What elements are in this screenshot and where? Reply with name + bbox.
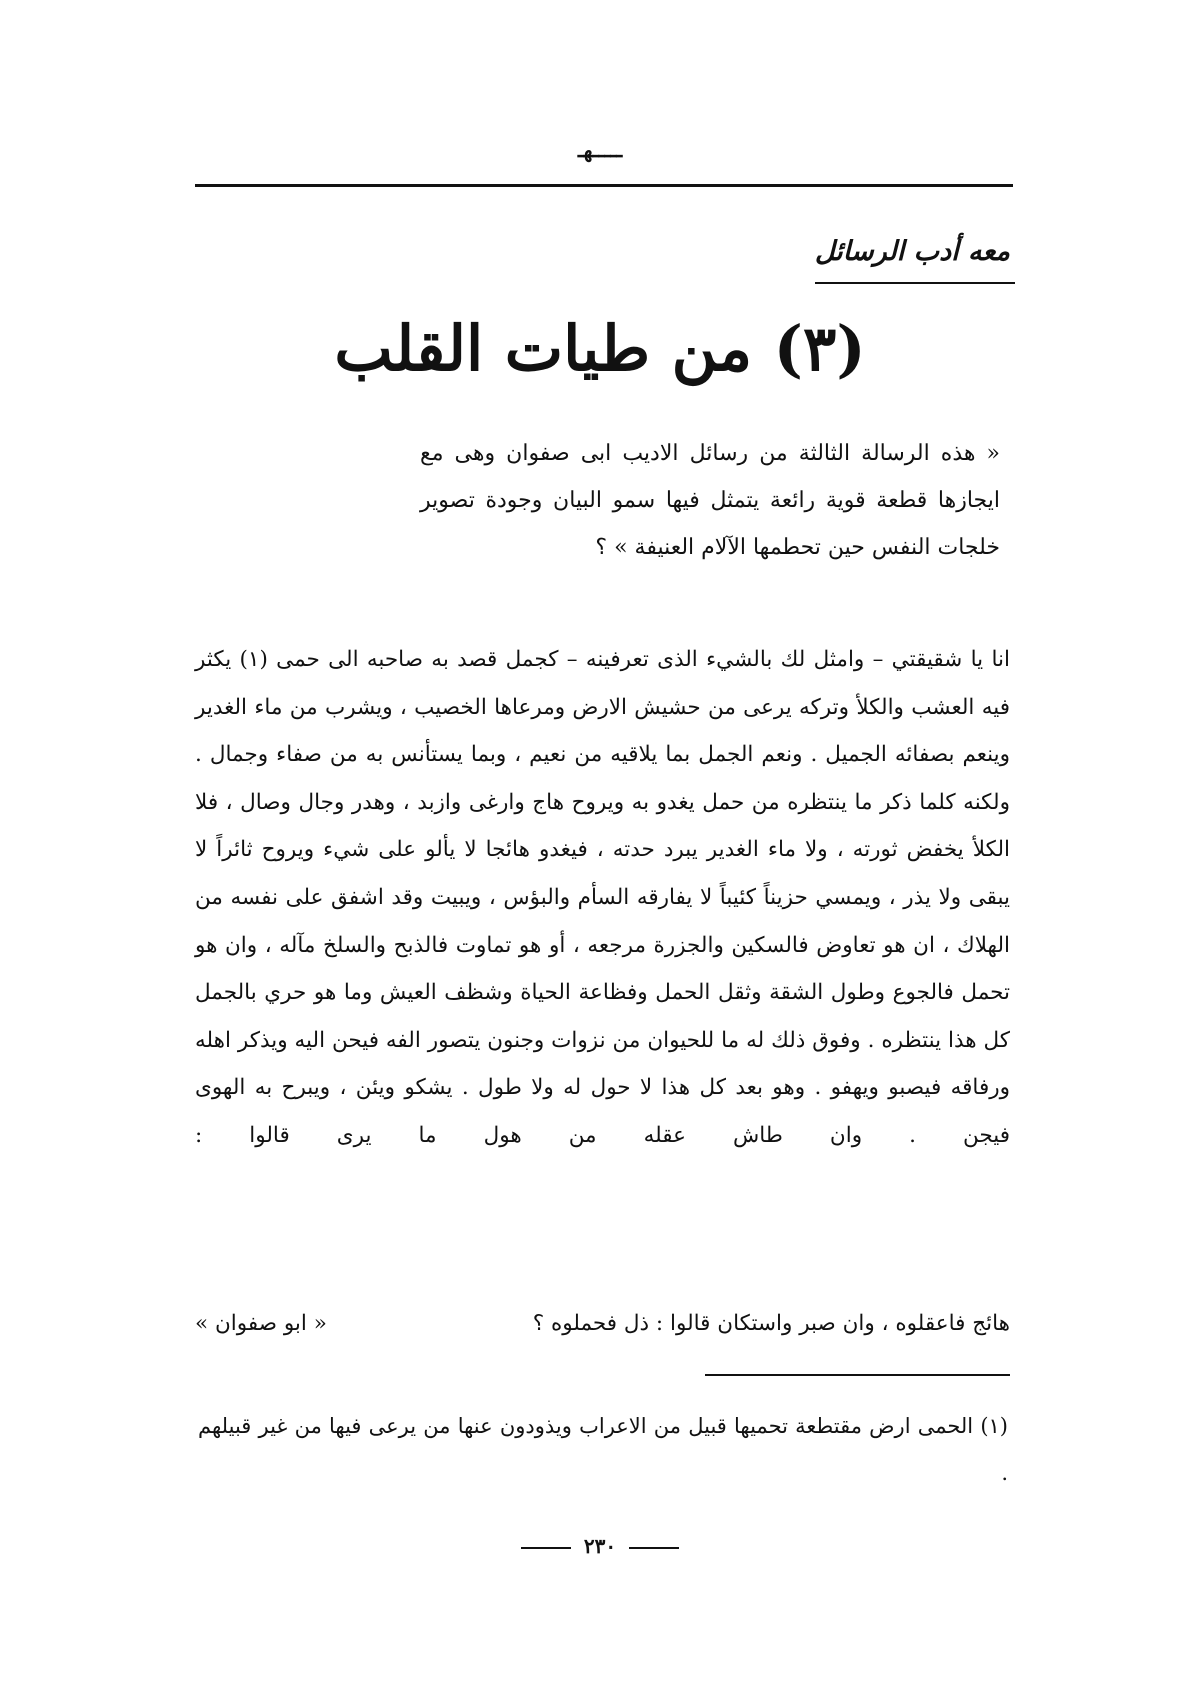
intro-paragraph: « هذه الرسالة الثالثة من رسائل الاديب ابى صفوان وهى مع ايجازها قطعة قوية رائعة يتمثل فيها سمو البيان وجودة تصوير خلجات النفس حين تحطمها الآلام العنيفة » ؟ <box>420 441 1000 560</box>
author-signature: « ابو صفوان » <box>195 1311 327 1336</box>
page-number-dash-right <box>521 1547 571 1549</box>
page-header-mark: ـــــهـ <box>577 138 623 162</box>
header-rule <box>195 184 1013 187</box>
page-number-dash-left <box>629 1547 679 1549</box>
section-label-underline <box>815 282 1015 284</box>
body-paragraph: انا يا شقيقتي – وامثل لك بالشيء الذى تعرفينه – كجمل قصد به صاحبه الى حمى (١) يكثر فيه العشب والكلأ وتركه يرعى من حشيش الارض ومرعاها الخصيب ، ويشرب من ماء الغدير وينعم بصفائه الجميل . ونعم الجمل بما يلاقيه من نعيم ، وبما يستأنس به من صفاء وجمال . ولكنه كلما ذكر ما ينتظره من حمل يغدو به ويروح هاج وارغى وازبد ، وهدر وجال وصال ، فلا الكلأ يخفض ثورته ، ولا ماء الغدير يبرد حدته ، فيغدو هائجا لا يألو على شيء ويروح ثائراً لا يبقى ولا يذر ، ويمسي حزيناً كئيباً لا يفارقه السأم والبؤس ، ويبيت وقد اشفق على نفسه من الهلاك ، ان هو تعاوض فالسكين والجزرة مرجعه ، أو هو تماوت فالذبح والسلخ مآله ، وان هو تحمل فالجوع وطول الشقة وثقل الحمل وفظاعة الحياة وشظف العيش وما هو حري بالجمل كل هذا ينتظره . وفوق ذلك له ما للحيوان من نزوات وجنون يتصور الفه فيحن اليه ويذكر اهله ورفاقه فيصبو ويهفو . وهو بعد كل هذا لا حول له ولا طول . يشكو ويئن ، ويبرح به الهوى فيجن . وان طاش عقله من هول ما يرى قالوا : <box>195 647 1010 1148</box>
closing-line <box>195 1300 1010 1347</box>
footnote: (١) الحمى ارض مقتطعة تحميها قبيل من الاعراب ويذودون عنها من يرعى فيها من غير قبيلهم . <box>198 1414 1008 1485</box>
page-number: ٢٣٠ <box>583 1534 617 1558</box>
closing-text: هائج فاعقلوه ، وان صبر واستكان قالوا : ذل فحملوه ؟ <box>532 1311 1010 1336</box>
article-title: (٣) من طيات القلب <box>334 312 866 385</box>
section-label: معه أدب الرسائل <box>814 236 1010 267</box>
footnote-rule <box>705 1374 1010 1376</box>
page-number-block <box>0 1534 1200 1558</box>
